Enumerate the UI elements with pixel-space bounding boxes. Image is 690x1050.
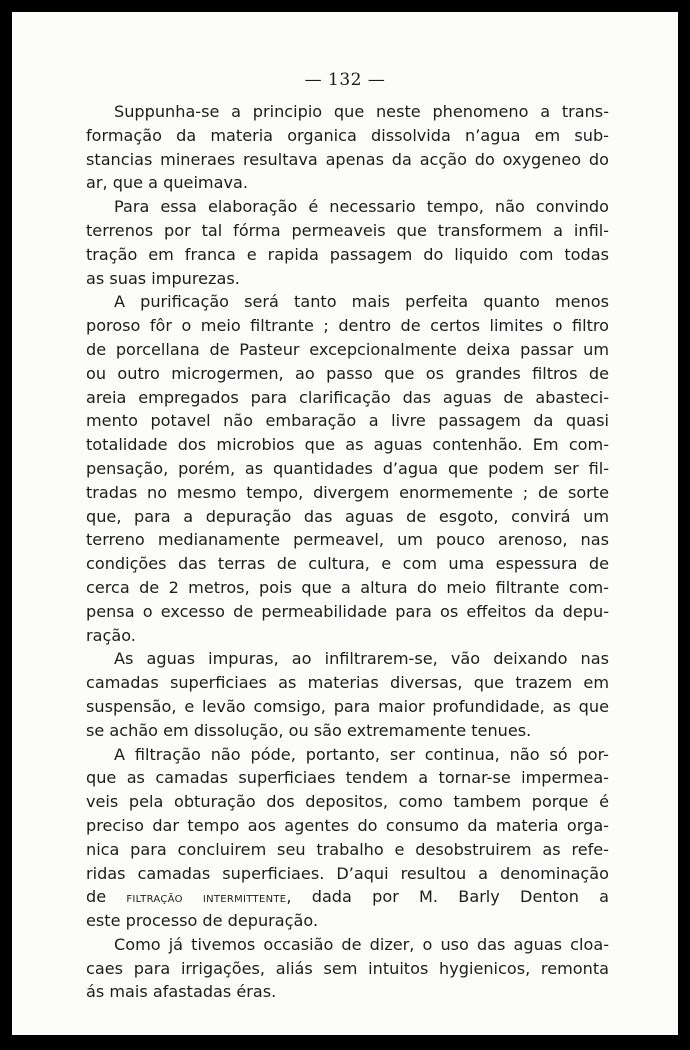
text-line: se achão em dissolução, ou são extremamente tenues. (86, 720, 532, 740)
text-line: formação da materia organica dissolvida n’agua em sub- (86, 125, 609, 145)
paragraph-4 (86, 647, 609, 742)
text-line: cerca de 2 metros, pois que a altura do meio filtrante com- (86, 577, 609, 597)
line-suffix: , dada por M. Barly Denton a (286, 887, 609, 907)
paragraph-3 (86, 290, 609, 647)
text-line: stancias mineraes resultava apenas da acção do oxygeneo do (86, 149, 609, 169)
text-line: ridas camadas superficiaes. D’aqui resultou a denominação (86, 863, 609, 883)
paragraph-6 (86, 933, 609, 1004)
text-line: pensa o excesso de permeabilidade para os effeitos da depu- (86, 601, 609, 621)
text-line: ás mais afastadas éras. (86, 982, 277, 1002)
text-line: Para essa elaboração é necessario tempo, não convindo (114, 197, 609, 217)
line-prefix: de (86, 887, 127, 907)
text-line: poroso fôr o meio filtrante ; dentro de certos limites o filtro (86, 316, 609, 336)
text-line: mento potavel não embaração a livre passagem da quasi (86, 411, 609, 431)
text-line: nica para concluirem seu trabalho e desobstruirem as refe- (86, 839, 609, 859)
text-line: As aguas impuras, ao infiltrarem-se, vão deixando nas (114, 649, 609, 669)
text-line: areia empregados para clarificação das aguas de abasteci- (86, 387, 609, 407)
text-line: A filtração não póde, portanto, ser continua, não só por- (114, 744, 609, 764)
text-line: pensação, porém, as quantidades d’agua que podem ser fil- (86, 458, 609, 478)
text-line: suspensão, e levão comsigo, para maior profundidade, as que (86, 696, 609, 716)
text-line: as suas impurezas. (86, 268, 240, 288)
text-line: este processo de depuração. (86, 911, 319, 931)
text-line: caes para irrigações, aliás sem intuitos hygienicos, remonta (86, 958, 609, 978)
text-line: de porcellana de Pasteur excepcionalmente deixa passar um (86, 339, 609, 359)
text-line: Como já tivemos occasião de dizer, o uso das aguas cloa- (114, 934, 609, 954)
text-line: totalidade dos microbios que as aguas contenhão. Em com- (86, 435, 609, 455)
paragraph-1 (86, 100, 609, 195)
text-line: tradas no mesmo tempo, divergem enormemente ; de sorte (86, 482, 609, 502)
paragraph-2 (86, 195, 609, 290)
book-page (12, 12, 678, 1035)
text-line: ou outro microgermen, ao passo que os grandes filtros de (86, 363, 609, 383)
text-line: tração em franca e rapida passagem do liquido com todas (86, 244, 609, 264)
text-line: ar, que a queimava. (86, 173, 248, 193)
paragraph-5 (86, 743, 609, 933)
text-line: preciso dar tempo aos agentes do consumo da materia orga- (86, 815, 609, 835)
text-line: A purificação será tanto mais perfeita quanto menos (114, 292, 609, 312)
text-line-smallcaps (86, 885, 609, 909)
text-line: que as camadas superficiaes tendem a tornar-se impermea- (86, 768, 609, 788)
smallcaps-term: filtração intermittente (126, 890, 287, 907)
text-line: camadas superficiaes as materias diversas, que trazem em (86, 673, 609, 693)
text-line: que, para a depuração das aguas de esgoto, convirá um (86, 506, 609, 526)
text-line: Suppunha-se a principio que neste phenomeno a trans- (114, 102, 609, 121)
page-number: — 132 — (304, 70, 386, 90)
text-line: terreno medianamente permeavel, um pouco arenoso, nas (86, 530, 609, 550)
text-line: veis pela obturação dos depositos, como tambem porque é (86, 792, 609, 812)
text-line: ração. (86, 625, 136, 645)
text-line: terrenos por tal fórma permeaveis que transformem a infil- (86, 220, 609, 240)
body-text (86, 100, 609, 1004)
text-line: condições das terras de cultura, e com uma espessura de (86, 554, 609, 574)
